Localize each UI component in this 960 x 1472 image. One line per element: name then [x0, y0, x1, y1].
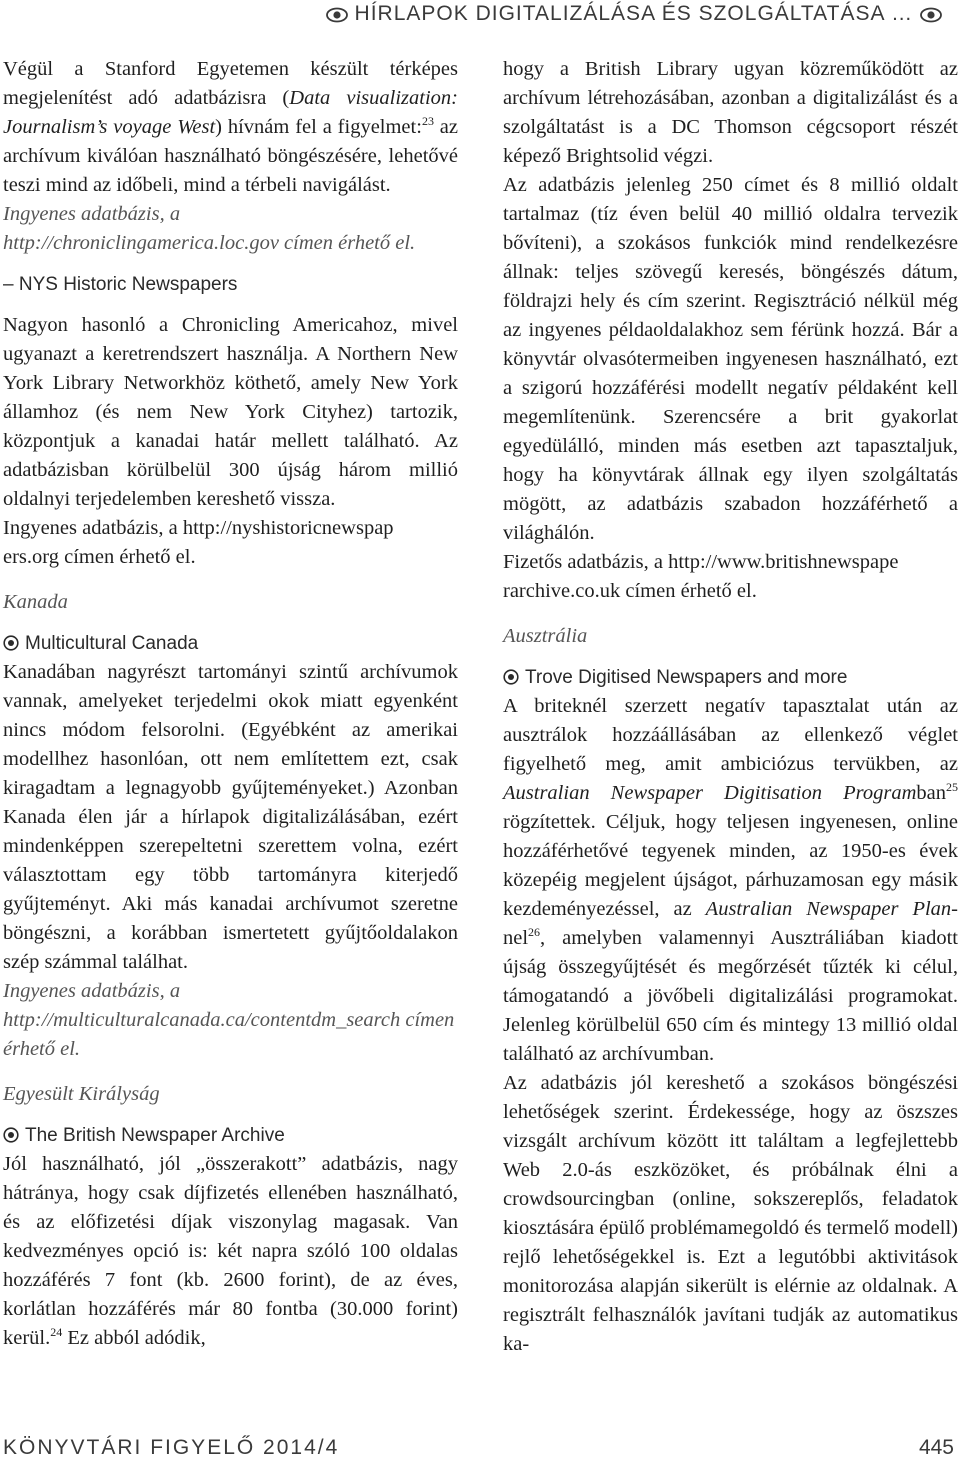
header-title: HÍRLAPOK DIGITALIZÁLÁSA ÉS SZOLGÁLTATÁSA …: [354, 2, 914, 25]
nys-access-note: Ingyenes adatbázis, a http://nyshistoricnewspap ers.org címen érhető el.: [3, 517, 394, 568]
section-heading-australia: Ausztrália: [503, 625, 588, 647]
canada-title: Multicultural Canada: [3, 629, 458, 658]
intro-paragraph: Végül a Stanford Egyetemen készült térképes megjelenítést adó adatbázisra (Data visualization: Journalism’s voyage West) hívnám fel a figyelmet:$^{23}$ az archívum kiválóan használható böngészésére, lehetővé teszi mind az időbeli, mind a térbeli navigálást.: [3, 58, 459, 196]
australia-title: Trove Digitised Newspapers and more: [503, 663, 958, 692]
section-heading-canada: Kanada: [3, 591, 68, 613]
access-note: Ingyenes adatbázis, a http://chroniclingamerica.loc.gov címen érhető el.: [3, 203, 416, 254]
uk-continuation: hogy a British Library ugyan közreműködött az archívum létrehozásában, azonban a digitalizálást és a szolgáltatást is a DC Thomson cégcsoport részét képező Brightsolid végzi.: [503, 58, 958, 167]
uk-title: The British Newspaper Archive: [3, 1121, 458, 1150]
nys-description: Nagyon hasonló a Chronicling Americahoz, mivel ugyanazt a keretrendszert használja. A Northern New York Library Networkhöz köthető, amely New York államhoz (és nem New York Cityhez) tartozik, központjuk a kanadai határ mellett található. Az adatbázisban körülbelül 300 újság három millió oldalnyi terjedelemben kereshető vissza.: [3, 314, 458, 510]
uk-description: Jól használható, jól „összerakott” adatbázis, nagy hátránya, hogy csak díjfizetés ellenében használható, és az előfizetési díjak viszonylag magasak. Van kedvezményes opció is: két napra szóló 100 oldalas hozzáférés 7 font (kb. 2600 forint), de az éves, korlátlan hozzáférés már 80 fontba (30.000 forint) kerül.$^{24}$ Ez abból adódik,: [3, 1153, 458, 1349]
uk-details: Az adatbázis jelenleg 250 címet és 8 millió oldalt tartalmaz (tíz éven belül 40 millió oldalra tervezik bővíteni), a szokásos funkciók mind rendelkezésre állnak: teljes szövegű keresés, böngészés dátum, földrajzi hely és cím szerint. Regisztráció nélkül még az ingyenes példaoldalakhoz sem férünk hozzá. Bár a könyvtár olvasótermeiben ingyenesen használható, ezt a szigorú hozzáférési modellt negatív példaként kell megemlítenünk. Szerencsére a brit gyakorlat egyedülálló, minden más esetben azt tapasztaljuk, hogy ha könyvtárak állnak egy ilyen szolgáltatás mögött, az adatbázis szabadon hozzáférhető a világhálón.: [503, 174, 958, 544]
canada-description: Kanadában nagyrészt tartományi szintű archívumok vannak, amelyeket terjedelmi okok miatt egyenként nincs módom felsorolni. (Egyébként az amerikai modellhez hasonlóan, ott nem említettem ezt, csak kiragadtam a legnagyobb gyűjteményeket.) Azonban Kanada élen jár a hírlapok digitalizálásában, ezért mindenképpen szerepeltetni szerettem volna, ezért választottam egy több tartományra kiterjedő gyűjteményt. Aki más kanadai archívumot szeretne böngészni, a korábban ismertetett gyűjtőoldalakon szép számmal találhat.: [3, 661, 458, 973]
left-column: [3, 55, 458, 1353]
section-heading-uk: Egyesült Királyság: [3, 1083, 160, 1105]
eye-icon: [326, 7, 348, 23]
right-column: [503, 55, 958, 1359]
running-header: [0, 2, 942, 26]
eye-icon: [920, 7, 942, 23]
page-number: 445: [918, 1436, 954, 1459]
australia-search-paragraph: Az adatbázis jól kereshető a szokásos böngészési lehetőségek szerint. Érdekessége, hogy az öszszes vizsgált archívum között itt találtam a legfejlettebb Web 2.0-ás eszközöket, és próbálnak élni a crowdsourcingban (online, sokszereplős, feladatok kiosztására épülő problémamegoldó és termelő modell) rejlő lehetőségekkel is. Ezt a legutóbbi aktivitások monitorozása alapján sikerült is elérnie az oldalnak. A regisztrált felhasználók javítani tudják az automatikus ka-: [503, 1072, 958, 1355]
canada-access-note: Ingyenes adatbázis, a http://multiculturalcanada.ca/contentdm_search címen érhető el.: [3, 980, 455, 1060]
nys-title: – NYS Historic Newspapers: [3, 274, 238, 295]
bullseye-icon: [503, 669, 519, 685]
journal-footer: KÖNYVTÁRI FIGYELŐ 2014/4: [3, 1436, 340, 1459]
australia-description: A briteknél szerzett negatív tapasztalat után az ausztrálok hozzáállásában az ellenkező véglet figyelhető meg, amit ambiciózus tervükben, az Australian Newspaper Digitisation Programban$^{25}$ rögzítettek. Céljuk, hogy teljesen ingyenesen, online hozzáférhetővé tegyenek minden, az 1950-es évek közepéig megjelent újságot, párhuzamosan egy másik kezdeményezéssel, az Australian Newspaper Plan-nel$^{26}$, amelyben valamennyi Ausztráliában kiadott újság összegyűjtését és megőrzését tűzték ki célul, támogatandó a jövőbeli digitalizálási programokat. Jelenleg körülbelül 650 cím és mintegy 13 millió oldal található az archívumban.: [503, 695, 958, 1065]
bullseye-icon: [3, 1127, 19, 1143]
bullseye-icon: [3, 635, 19, 651]
uk-access-note: Fizetős adatbázis, a http://www.britishnewspape rarchive.co.uk címen érhető el.: [503, 551, 899, 602]
